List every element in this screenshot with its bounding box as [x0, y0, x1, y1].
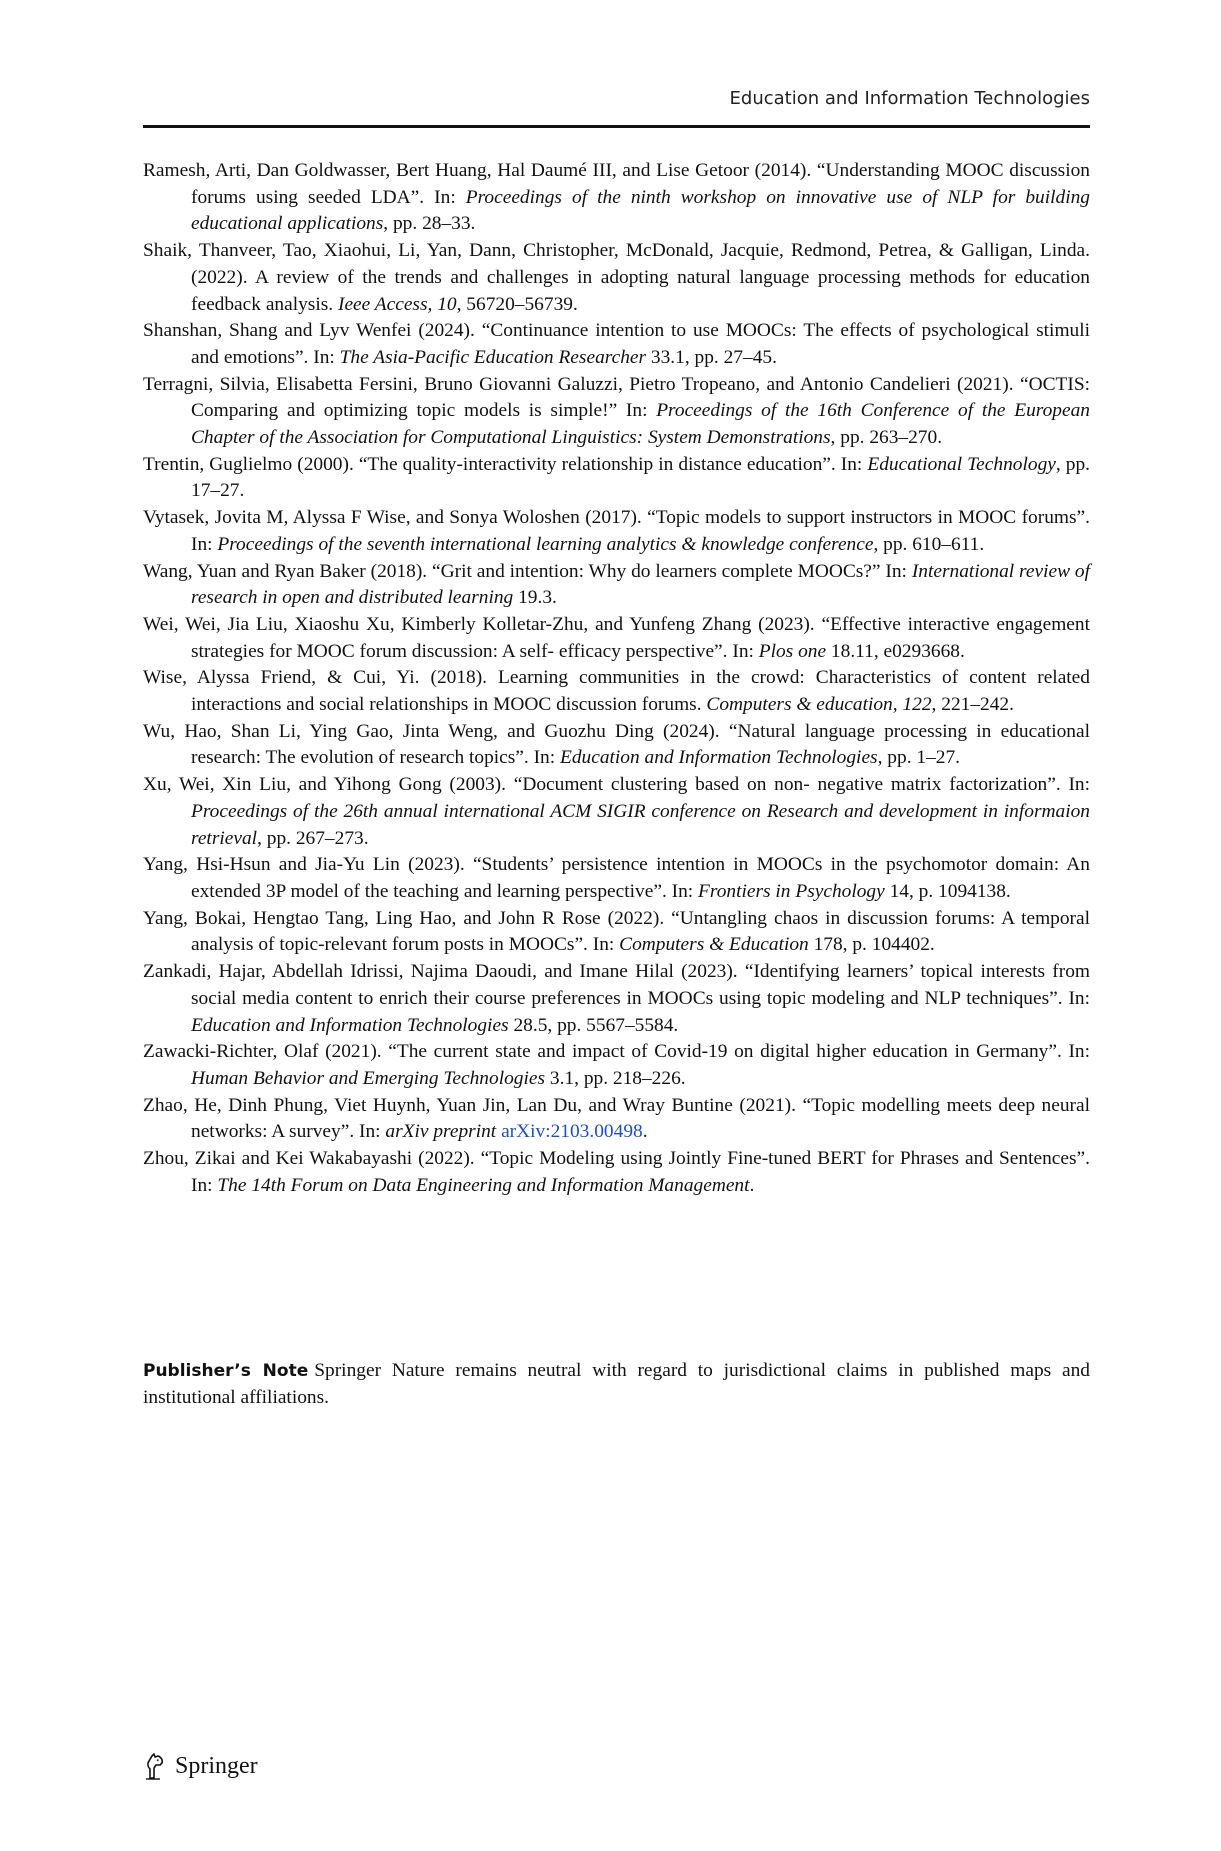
- publisher-note: [143, 1358, 1090, 1411]
- publisher-note-text: Springer Nature remains neutral with regard to jurisdictional claims in published maps and institutional affiliations.: [143, 1360, 1090, 1408]
- reference-item: Zhou, Zikai and Kei Wakabayashi (2022). “Topic Modeling using Jointly Fine-tuned BERT for Phrases and Sentences”. In: The 14th Forum on Data Engineering and Information Management.: [143, 1148, 1090, 1196]
- reference-item: Wu, Hao, Shan Li, Ying Gao, Jinta Weng, and Guozhu Ding (2024). “Natural language processing in educational research: The evolution of research topics”. In: Education and Information Technologies, pp. 1–27.: [143, 720, 1090, 769]
- reference-item: Trentin, Guglielmo (2000). “The quality-interactivity relationship in distance education”. In: Educational Technology, pp. 17–27.: [143, 453, 1090, 502]
- reference-item: Shaik, Thanveer, Tao, Xiaohui, Li, Yan, Dann, Christopher, McDonald, Jacquie, Redmond, Petrea, & Galligan, Linda. (2022). A review of the trends and challenges in adopting natural language processing methods for education feedback analysis. Ieee Access, 10, 56720–56739.: [143, 240, 1090, 315]
- reference-item: Yang, Bokai, Hengtao Tang, Ling Hao, and John R Rose (2022). “Untangling chaos in discussion forums: A temporal analysis of topic-relevant forum posts in MOOCs”. In: Computers & Education 178, p. 104402.: [143, 907, 1090, 956]
- reference-item: Wang, Yuan and Ryan Baker (2018). “Grit and intention: Why do learners complete MOOCs?” In: International review of research in open and distributed learning 19.3.: [143, 560, 1090, 609]
- reference-item: Yang, Hsi-Hsun and Jia-Yu Lin (2023). “Students’ persistence intention in MOOCs in the psychomotor domain: An extended 3P model of the teaching and learning perspective”. In: Frontiers in Psychology 14, p. 1094138.: [143, 854, 1090, 902]
- reference-item: Wise, Alyssa Friend, & Cui, Yi. (2018). Learning communities in the crowd: Characteristics of content related interactions and social relationships in MOOC discussion forums. Computers & education, 122, 221–242.: [143, 667, 1090, 716]
- springer-horse-icon: [143, 1752, 169, 1780]
- footer: [143, 1752, 258, 1780]
- running-head: Education and Information Technologies: [729, 88, 1090, 109]
- publisher-name: Springer: [175, 1752, 258, 1779]
- reference-list: [143, 158, 1090, 1199]
- header-rule: [143, 125, 1090, 128]
- publisher-note-label: Publisher’s Note: [143, 1361, 309, 1381]
- reference-item: Zankadi, Hajar, Abdellah Idrissi, Najima Daoudi, and Imane Hilal (2023). “Identifying learners’ topical interests from social media content to enrich their course preferences in MOOCs using topic modeling and NLP techniques”. In: Education and Information Technologies 28.5, pp. 5567–5584.: [143, 961, 1090, 1036]
- reference-item: Shanshan, Shang and Lyv Wenfei (2024). “Continuance intention to use MOOCs: The effects of psychological stimuli and emotions”. In: The Asia-Pacific Education Researcher 33.1, pp. 27–45.: [143, 320, 1090, 368]
- arxiv-link[interactable]: arXiv:2103.00498: [501, 1121, 643, 1143]
- reference-item: Terragni, Silvia, Elisabetta Fersini, Bruno Giovanni Galuzzi, Pietro Tropeano, and Antonio Candelieri (2021). “OCTIS: Comparing and optimizing topic models is simple!” In: Proceedings of the 16th Conference of the European Chapter of the Association for Computational Linguistics: System Demonstrations, pp. 263–270.: [143, 373, 1090, 449]
- reference-item: Xu, Wei, Xin Liu, and Yihong Gong (2003). “Document clustering based on non- negative matrix factorization”. In: Proceedings of the 26th annual international ACM SIGIR conference on Research and development in informaion retrieval, pp. 267–273.: [143, 774, 1090, 849]
- reference-item: Zhao, He, Dinh Phung, Viet Huynh, Yuan Jin, Lan Du, and Wray Buntine (2021). “Topic modelling meets deep neural networks: A survey”. In: arXiv preprint arXiv:2103.00498.: [143, 1094, 1090, 1143]
- reference-item: Zawacki-Richter, Olaf (2021). “The current state and impact of Covid-19 on digital higher education in Germany”. In: Human Behavior and Emerging Technologies 3.1, pp. 218–226.: [143, 1041, 1090, 1089]
- reference-item: Ramesh, Arti, Dan Goldwasser, Bert Huang, Hal Daumé III, and Lise Getoor (2014). “Understanding MOOC discussion forums using seeded LDA”. In: Proceedings of the ninth workshop on innovative use of NLP for building educational applications, pp. 28–33.: [143, 160, 1090, 235]
- reference-item: Vytasek, Jovita M, Alyssa F Wise, and Sonya Woloshen (2017). “Topic models to support instructors in MOOC forums”. In: Proceedings of the seventh international learning analytics & knowledge conference, pp. 610–611.: [143, 507, 1090, 555]
- reference-item: Wei, Wei, Jia Liu, Xiaoshu Xu, Kimberly Kolletar-Zhu, and Yunfeng Zhang (2023). “Effective interactive engagement strategies for MOOC forum discussion: A self- efficacy perspective”. In: Plos one 18.11, e0293668.: [143, 613, 1090, 662]
